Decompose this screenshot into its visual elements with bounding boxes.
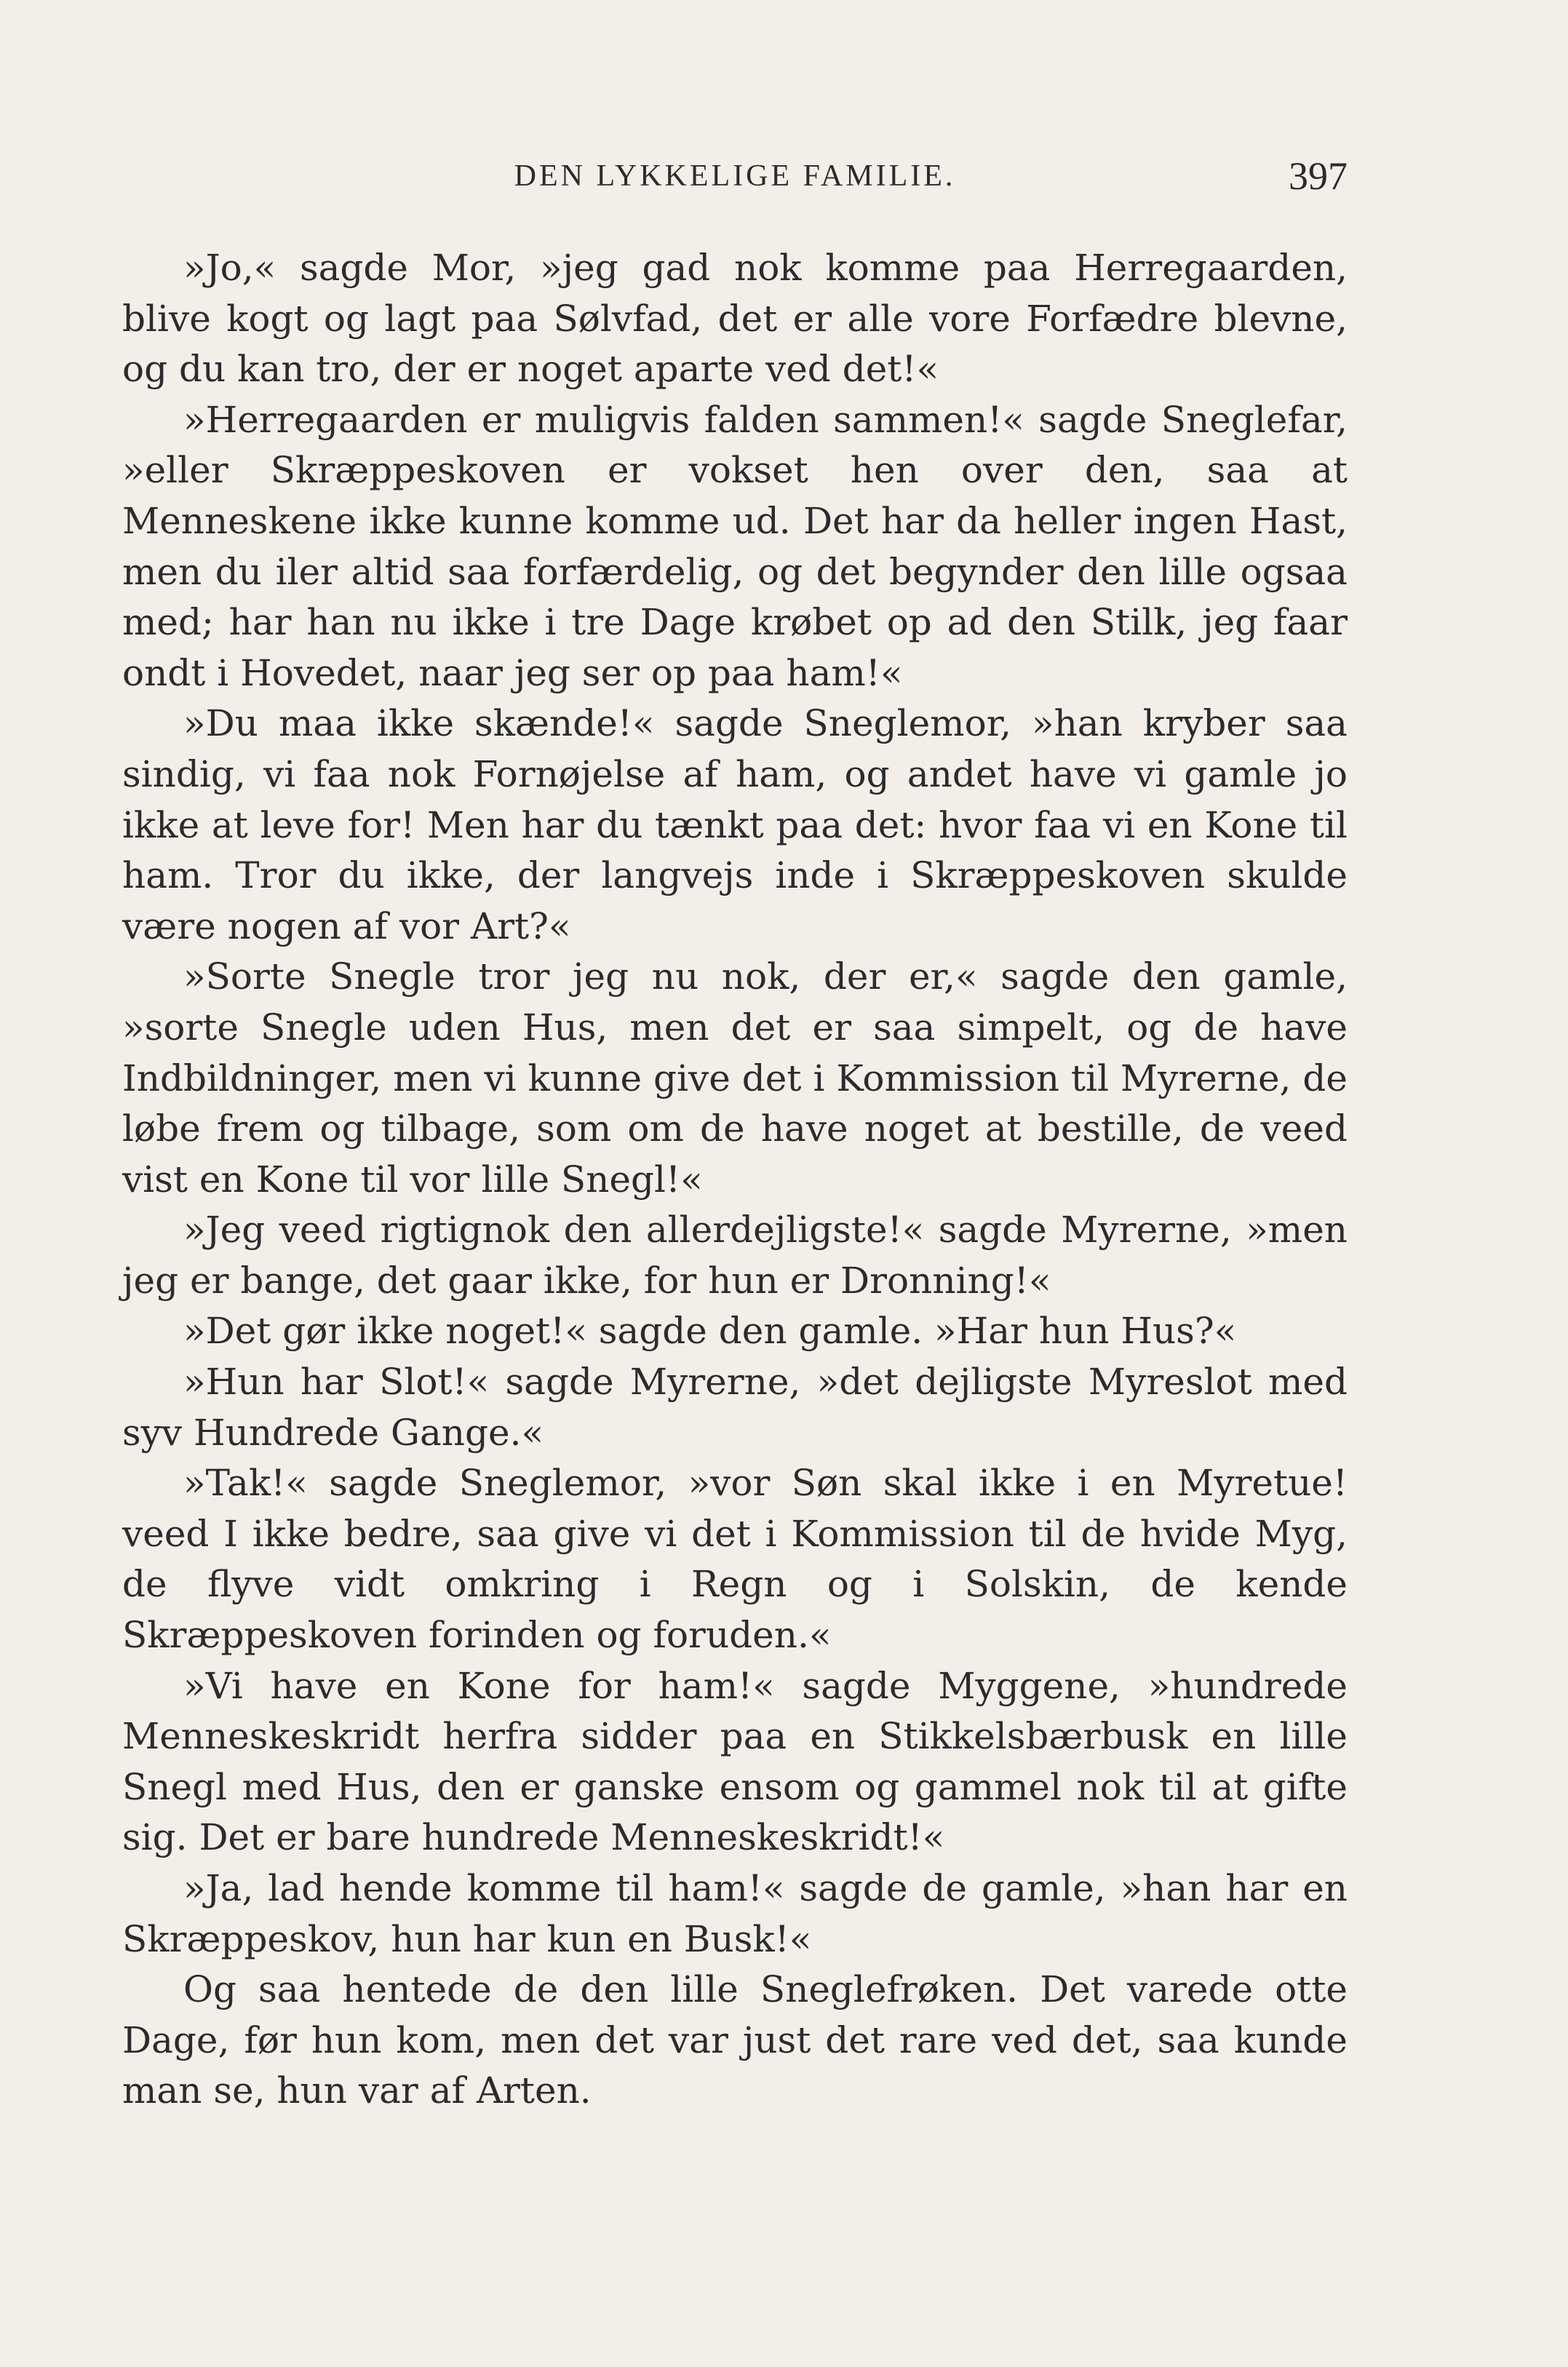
paragraph: »Ja, lad hende komme til ham!« sagde de gamle, »han har en Skræppeskov, hun har kun en Busk!« (122, 1867, 1348, 1960)
page-number: 397 (1289, 154, 1348, 198)
paragraph: »Du maa ikke skænde!« sagde Sneglemor, »han kryber saa sindig, vi faa nok Fornøjelse af ham, og andet have vi gamle jo ikke at leve for! Men har du tænkt paa det: hvor faa vi en Kone til ham. Tror du ikke, der langvejs inde i Skræppeskoven skulde være nogen af vor Art?« (122, 702, 1348, 947)
paragraph: »Sorte Snegle tror jeg nu nok, der er,« sagde den gamle, »sorte Snegle uden Hus, men det er saa simpelt, og de have Indbildninger, men vi kunne give det i Kommission til Myrerne, de løbe frem og tilbage, som om de have noget at bestille, de veed vist en Kone til vor lille Snegl!« (122, 955, 1348, 1201)
paragraph: »Det gør ikke noget!« sagde den gamle. »Har hun Hus?« (183, 1310, 1237, 1353)
paragraph: »Jeg veed rigtignok den allerdejligste!« sagde Myrerne, »men jeg er bange, det gaar ikke, for hun er Dronning!« (122, 1209, 1348, 1302)
paragraph: »Vi have en Kone for ham!« sagde Myggene, »hundrede Menneskeskridt herfra sidder paa en Stikkelsbærbusk en lille Snegl med Hus, den er ganske ensom og gammel nok til at gifte sig. Det er bare hundrede Menneskeskridt!« (122, 1664, 1348, 1859)
paragraph: »Hun har Slot!« sagde Myrerne, »det dejligste Myreslot med syv Hundrede Gange.« (122, 1361, 1348, 1454)
paragraph: Og saa hentede de den lille Sneglefrøken. Det varede otte Dage, før hun kom, men det var just det rare ved det, saa kunde man se, hun var af Arten. (122, 1968, 1348, 2112)
paragraph: »Herregaarden er muligvis falden sammen!« sagde Sneglefar, »eller Skræppeskoven er vokset hen over den, saa at Menneskene ikke kunne komme ud. Det har da heller ingen Hast, men du iler altid saa forfærdelig, og det begynder den lille ogsaa med; har han nu ikke i tre Dage krøbet op ad den Stilk, jeg faar ondt i Hovedet, naar jeg ser op paa ham!« (122, 398, 1348, 694)
paragraph: »Tak!« sagde Sneglemor, »vor Søn skal ikke i en Myretue! veed I ikke bedre, saa give vi det i Kommission til de hvide Myg, de flyve vidt omkring i Regn og i Solskin, de kende Skræppeskoven forinden og foruden.« (122, 1462, 1348, 1657)
body-text (122, 243, 1348, 2117)
paragraph: »Jo,« sagde Mor, »jeg gad nok komme paa Herregaarden, blive kogt og lagt paa Sølvfad, det er alle vore Forfædre blevne, og du kan tro, der er noget aparte ved det!« (122, 247, 1348, 391)
running-title: DEN LYKKELIGE FAMILIE. (514, 159, 956, 193)
running-head (122, 154, 1348, 198)
